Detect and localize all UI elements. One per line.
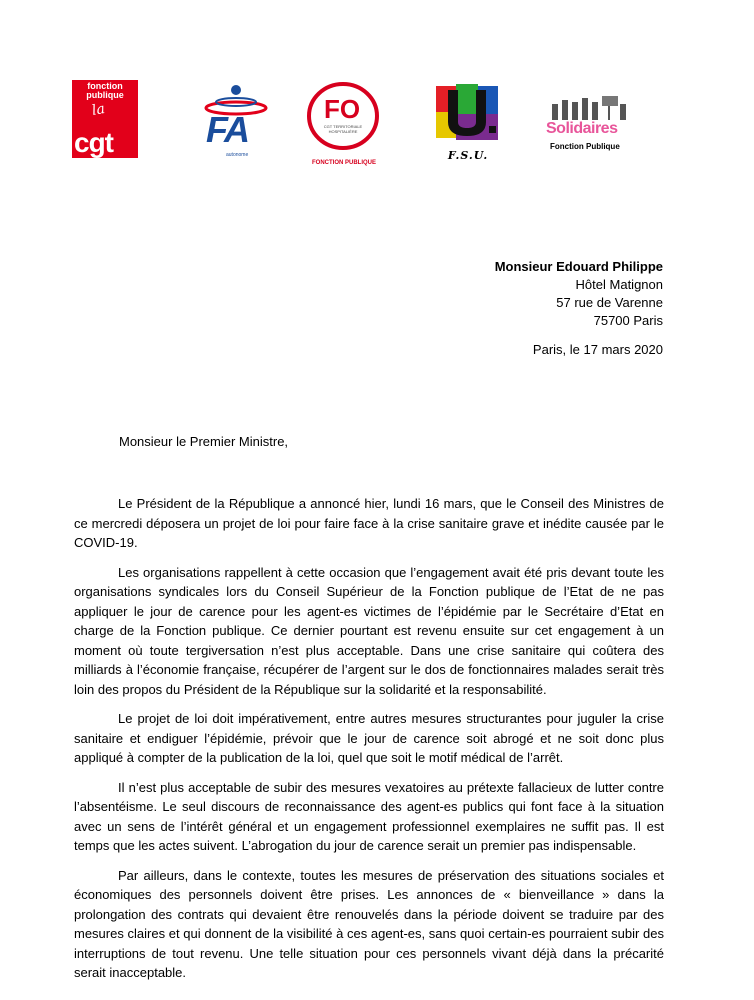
body-paragraph: Le Président de la République a annoncé hier, lundi 16 mars, que le Conseil des Ministres de ce mercredi déposera un projet de loi pour faire face à la crise sanitaire grave et inédite causée par le COVID-19. xyxy=(74,496,664,550)
cgt-logo xyxy=(72,80,138,158)
cgt-logo-acronym: cgt xyxy=(74,127,113,158)
fo-logo-mini: CGT TERRITORIALE HOSPITALIÈRE xyxy=(323,124,363,134)
fsu-logo xyxy=(434,82,502,162)
salutation: Monsieur le Premier Ministre, xyxy=(119,434,289,449)
recipient-line-1: Hôtel Matignon xyxy=(575,277,663,292)
cgt-logo-la: la xyxy=(90,101,107,119)
body-paragraph: Les organisations rappellent à cette occasion que l’engagement avait été pris devant toute les organisations syndicales lors du Conseil Supérieur de la Fonction publique de l’Etat de ne pas appliquer le jour de carence pour les agent-es victimes de l’épidémie par le Secrétaire d’Etat en charge de la Fonction publique. Ce dernier pourtant est revenu ensuite sur cet engagement à un moment où toute tergiversation n’est plus acceptable. Dans une crise sanitaire qui coûtera des milliards à l’économie française, récupérer de l’argent sur le dos de fonctionnaires malades serait très loin des propos du Président de la République sur la solidarité et la responsabilité. xyxy=(74,564,664,697)
solidaires-logo xyxy=(542,90,638,162)
fa-logo-sub: autonome xyxy=(226,152,249,158)
recipient-name: Monsieur Edouard Philippe xyxy=(494,259,663,274)
solidaires-logo-title: Solidaires xyxy=(546,120,618,137)
recipient-address xyxy=(495,258,663,330)
fo-logo xyxy=(306,82,382,166)
recipient-line-3: 75700 Paris xyxy=(593,313,663,328)
body-paragraph: Il n’est plus acceptable de subir des mesures vexatoires au prétexte fallacieux de lutter contre l’absentéisme. Le seul discours de reconnaissance des agent-es publics qui font face à la situation avec un sens de l’intérêt général et un engagement professionnel exemplaires ne suffit pas. Il est temps que les actes suivent. L’abrogation du jour de carence serait un premier pas indispensable. xyxy=(74,779,664,853)
recipient-line-2: 57 rue de Varenne xyxy=(556,295,663,310)
fsu-logo-text: F.S.U. xyxy=(447,149,489,162)
letter-body xyxy=(74,494,664,993)
cgt-logo-top: fonction publique xyxy=(86,81,124,100)
fa-logo-letters: FA xyxy=(206,109,249,150)
fa-logo xyxy=(198,82,270,158)
body-paragraph: Le projet de loi doit impérativement, entre autres mesures structurantes pour juguler la crise sanitaire et endiguer l’épidémie, prévoir que le jour de carence soit abrogé et ne soit donc plus appliqué à compter de la publication de la loi, quel que soit le motif médical de l’arrêt. xyxy=(74,711,664,765)
fsu-emblem-icon xyxy=(434,82,502,144)
letter-date: Paris, le 17 mars 2020 xyxy=(532,342,663,357)
solidaires-logo-sub: Fonction Publique xyxy=(550,142,620,151)
fo-logo-bottom: FONCTION PUBLIQUE xyxy=(312,160,376,166)
solidaires-crowd-icon xyxy=(542,90,638,122)
fo-logo-letters: FO xyxy=(323,94,361,124)
union-logos xyxy=(70,80,690,170)
body-paragraph: Par ailleurs, dans le contexte, toutes les mesures de préservation des situations sociales et économiques des personnels doivent être prises. Les annonces de « bienveillance » dans la prolongation des contrats qui devaient être renouvelés dans la période doivent se traduire par des mesures claires et qui donnent de la visibilité à ces agent-es, sans quoi certain-es pourraient subir des interruptions de tout revenu. Une telle situation pour ces personnels vivant déjà dans la précarité serait inacceptable. xyxy=(74,867,664,980)
